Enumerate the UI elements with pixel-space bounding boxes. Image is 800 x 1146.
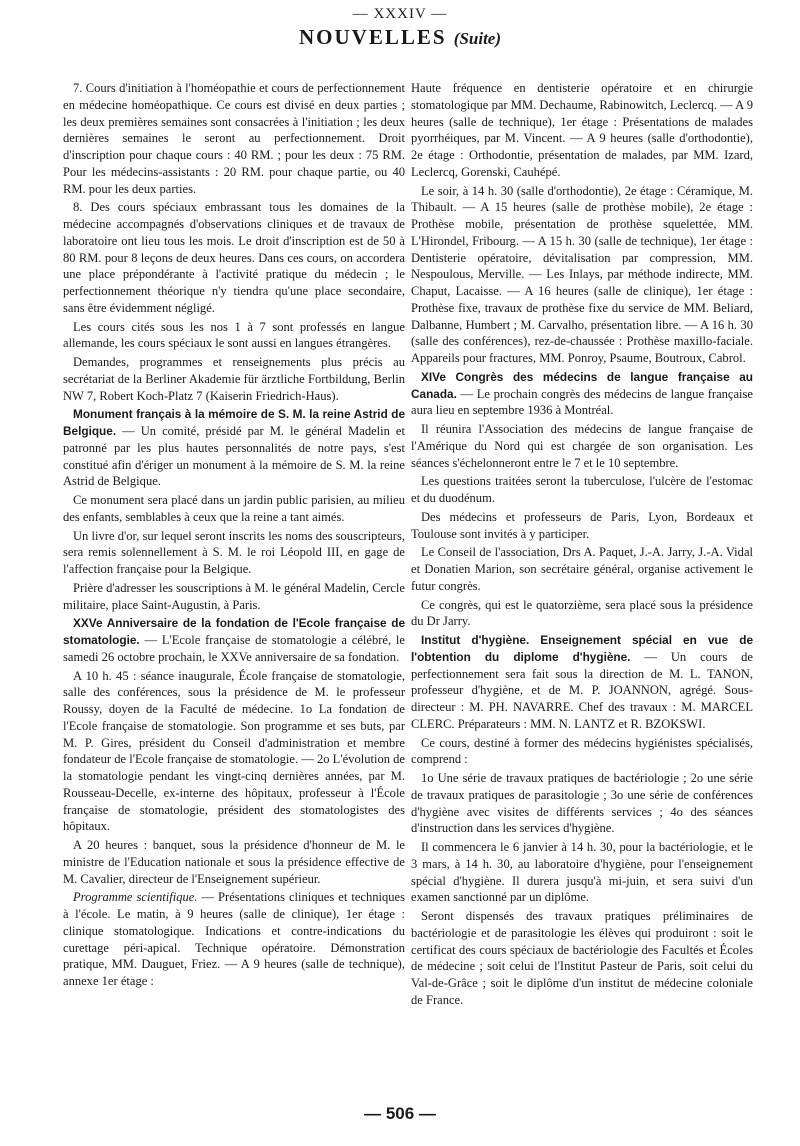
- paragraph-text: 7. Cours d'initiation à l'homéopathie et cours de perfectionnement en médecine homéopathique. Ce cours est divisé en deux parties ; les deux premières semaines sont consacrées à l'initiation ; les deux dernières semaines le seront au perfectionnement. Droit d'inscription pour chaque cours : 40 RM. ; pour les deux : 75 RM. Pour les médecins-assistants : 20 RM. pour chaque partie, ou 40 RM. pour les deux parties.: [63, 81, 405, 196]
- paragraph-text: Des médecins et professeurs de Paris, Lyon, Bordeaux et Toulouse sont invités à y participer.: [411, 509, 753, 541]
- paragraph-text: — Le prochain congrès des médecins de langue française aura lieu en septembre 1936 à Montréal.: [411, 386, 753, 418]
- paragraph-text: Les cours cités sous les nos 1 à 7 sont professés en langue allemande, les cours spéciaux le sont aussi en langues étrangères.: [63, 319, 405, 351]
- paragraph-text: Haute fréquence en dentisterie opératoire et en chirurgie stomatologique par MM. Dechaume, Rabinowitch, Leclercq. — A 9 heures (salle de technique), 1er étage : Présentations de malades pyorrhéiques, par M. Vincent. — A 9 heures (salle d'orthodontie), 2e étage : Orthodontie, présentation de malades, par MM. Izard, Leclercq, Gorenski, Cauhépé.: [411, 81, 753, 179]
- paragraph-text: 1o Une série de travaux pratiques de bactériologie ; 2o une série de travaux pratiques de parasitologie ; 3o une série de conférences d'hygiène avec visites de différents services ; 4o des séances d'instruction dans les services d'hygiène.: [411, 771, 753, 836]
- paragraph: [411, 369, 753, 419]
- paragraph-text: Le Conseil de l'association, Drs A. Paquet, J.-A. Jarry, J.-A. Vidal et Donatien Marion, son secrétaire général, organise activement le futur congrès.: [411, 545, 753, 593]
- paragraph-text: — Un comité, présidé par M. le général Madelin et patronné par les plus hautes personnalités de notre pays, s'est constitué afin d'ériger un monument à la mémoire de S. M. la reine Astrid de Belgique.: [63, 424, 405, 489]
- paragraph: [63, 199, 405, 316]
- paragraph-text: 8. Des cours spéciaux embrassant tous les domaines de la médecine accompagnés d'observations cliniques et de travaux de laboratoire ont lieu tous les mois. Le droit d'inscription est de 50 à 80 RM. pour 8 leçons de deux heures. Dans ces cours, on accordera une place prépondérante à l'activité pratique du médecin ; le perfectionnement théorique n'y tiendra qu'une place secondaire, sans être évidemment négligé.: [63, 200, 405, 315]
- news-heading: Monument français à la mémoire de S. M. la reine Astrid de Belgique.: [63, 407, 405, 438]
- paragraph: [411, 421, 753, 471]
- title-suite: (Suite): [453, 29, 502, 48]
- paragraph: [411, 908, 753, 1009]
- paragraph: [411, 632, 753, 733]
- paragraph: [63, 580, 405, 614]
- paragraph-text: Le soir, à 14 h. 30 (salle d'orthodontie), 2e étage : Céramique, M. Thibault. — A 15 heures (salle de prothèse mobile), 2e étage : Prothèse mobile, présentation de prothèse squelettée, MM. L'Hirondel, Fribourg. — A 15 h. 30 (salle de technique), 1er étage : Dentisterie opératoire, dévitalisation par compression, MM. Nespoulous, Merville. — Les Inlays, par méthode indirecte, MM. Chaput, Lacaisse. — A 16 heures (salle de clinique), 1er étage : Prothèse fixe, travaux de prothèse fixe du service de MM. Beliard, Dalbanne, Humbert ; M. Carvalho, présentation libre. — A 16 h. 30 (salle des conférences), rez-de-chaussée : Prothèse maxillo-faciale. Appareils pour fractures, MM. Ponroy, Psaume, Boutroux, Cabrol.: [411, 183, 753, 365]
- paragraph-text: — Un cours de perfectionnement sera fait sous la direction de M. L. TANON, professeur d'hygiène, et de M. P. JOANNON, agrégé. Sous-directeur : M. PH. NAVARRE. Chef des travaux : M. MARCEL CLERC. Préparateurs : MM. N. LANTZ et R. BZOKSWI.: [411, 649, 753, 731]
- paragraph: [63, 615, 405, 665]
- paragraph-text: — L'Ecole française de stomatologie a célébré, le samedi 26 octobre prochain, le XXVe anniversaire de sa fondation.: [63, 633, 405, 664]
- news-heading: XXVe Anniversaire de la fondation de l'Ecole française de stomatologie.: [63, 616, 405, 647]
- section-roman-numeral: — XXXIV —: [352, 6, 448, 22]
- paragraph: [411, 544, 753, 594]
- paragraph: [411, 597, 753, 631]
- news-heading: Institut d'hygiène. Enseignement spécial en vue de l'obtention du diplome d'hygiène.: [411, 633, 753, 664]
- paragraph-text: Ce cours, destiné à former des médecins hygiénistes spécialisés, comprend :: [411, 735, 753, 767]
- paragraph: [411, 183, 753, 367]
- paragraph: [63, 492, 405, 526]
- paragraph-text: Demandes, programmes et renseignements plus précis au secrétariat de la Berliner Akademie für ärztliche Fortbildung, Berlin NW 7, Robert Koch-Platz 7 (Kaiserin Friedrich-Haus).: [63, 355, 405, 403]
- page-number: — 506 —: [364, 1104, 436, 1123]
- paragraph: [63, 668, 405, 836]
- paragraph: [411, 473, 753, 507]
- paragraph-text: Un livre d'or, sur lequel seront inscrits les noms des souscripteurs, sera remis solennellement à S. M. le roi Léopold III, en gage de l'affection française pour la Belgique.: [63, 528, 405, 576]
- paragraph: [411, 509, 753, 543]
- paragraph-text: Ce monument sera placé dans un jardin public parisien, au milieu des enfants, semblables à ceux que la reine a tant aimés.: [63, 493, 405, 524]
- paragraph-text: Il commencera le 6 janvier à 14 h. 30, pour la bactériologie, et le 3 mars, à 14 h. 30, au laboratoire d'hygiène, pour l'enseignement spécial d'hygiène. Il durera jusqu'à mi-juin, et sera suivi d'un examen sanctionné par un diplôme.: [411, 840, 753, 905]
- page-header: [0, 4, 800, 52]
- paragraph: [63, 406, 405, 490]
- paragraph-text: — Présentations cliniques et techniques à l'école. Le matin, à 9 heures (salle de clinique), 1er étage : clinique stomatologique. Indications et contre-indications du curettage péri-apical. Technique opératoire. Démonstration pratique, MM. Dauguet, Friez. — A 9 heures (salle de technique), annexe 1er étage :: [63, 890, 405, 988]
- paragraph: [63, 354, 405, 404]
- paragraph-text: Les questions traitées seront la tuberculose, l'ulcère de l'estomac et du duodénum.: [411, 474, 753, 505]
- news-heading: XIVe Congrès des médecins de langue française au Canada.: [411, 369, 753, 401]
- italic-lead: Programme scientifique.: [73, 890, 198, 905]
- paragraph-text: Prière d'adresser les souscriptions à M. le général Madelin, Cercle militaire, place Saint-Augustin, à Paris.: [63, 580, 405, 612]
- paragraph: [411, 839, 753, 906]
- paragraph: [63, 319, 405, 353]
- paragraph: [63, 80, 405, 197]
- paragraph-text: A 20 heures : banquet, sous la présidence d'honneur de M. le ministre de l'Education nationale et sous la présidence effective de M. Cavalier, directeur de l'Enseignement supérieur.: [63, 838, 405, 886]
- paragraph: [63, 889, 405, 990]
- paragraph-text: Seront dispensés des travaux pratiques préliminaires de bactériologie et de parasitologie les élèves qui produiront : soit le certificat des cours spéciaux de bactériologie des Facultés et Écoles de médecine ; soit celui de l'Institut Pasteur de Paris, soit celui du Val-de-Grâce ; soit le diplôme d'un institut de médecine coloniale de France.: [411, 909, 753, 1007]
- paragraph-text: Ce congrès, qui est le quatorzième, sera placé sous la présidence du Dr Jarry.: [411, 597, 753, 629]
- right-column: [411, 80, 753, 1011]
- paragraph: [63, 528, 405, 578]
- page-title: [0, 24, 800, 52]
- title-text: NOUVELLES: [298, 25, 447, 49]
- left-column: [63, 80, 405, 992]
- paragraph: [63, 837, 405, 887]
- paragraph: [411, 770, 753, 837]
- paragraph: [411, 735, 753, 769]
- paragraph: [411, 80, 753, 181]
- paragraph-text: A 10 h. 45 : séance inaugurale, École française de stomatologie, salle des conférences, sous la présidence de M. le professeur Roussy, doyen de la Faculté de médecine. 1o La fondation de l'Ecole française de stomatologie. Son programme et ses buts, par M. P. Gires, président du Conseil d'administration et membre fondateur de l'Ecole française de stomatologie. — 2o L'évolution de la stomatologie pendant les vingt-cinq dernières années, par M. Rousseau-Decelle, ex-interne des hôpitaux, professeur à l'École française de stomatologie, président des stomatologistes des hôpitaux.: [63, 668, 405, 834]
- paragraph-text: Il réunira l'Association des médecins de langue française de l'Amérique du Nord qui est chargée de son organisation. Les séances s'échelonneront entre le 7 et le 10 septembre.: [411, 422, 753, 470]
